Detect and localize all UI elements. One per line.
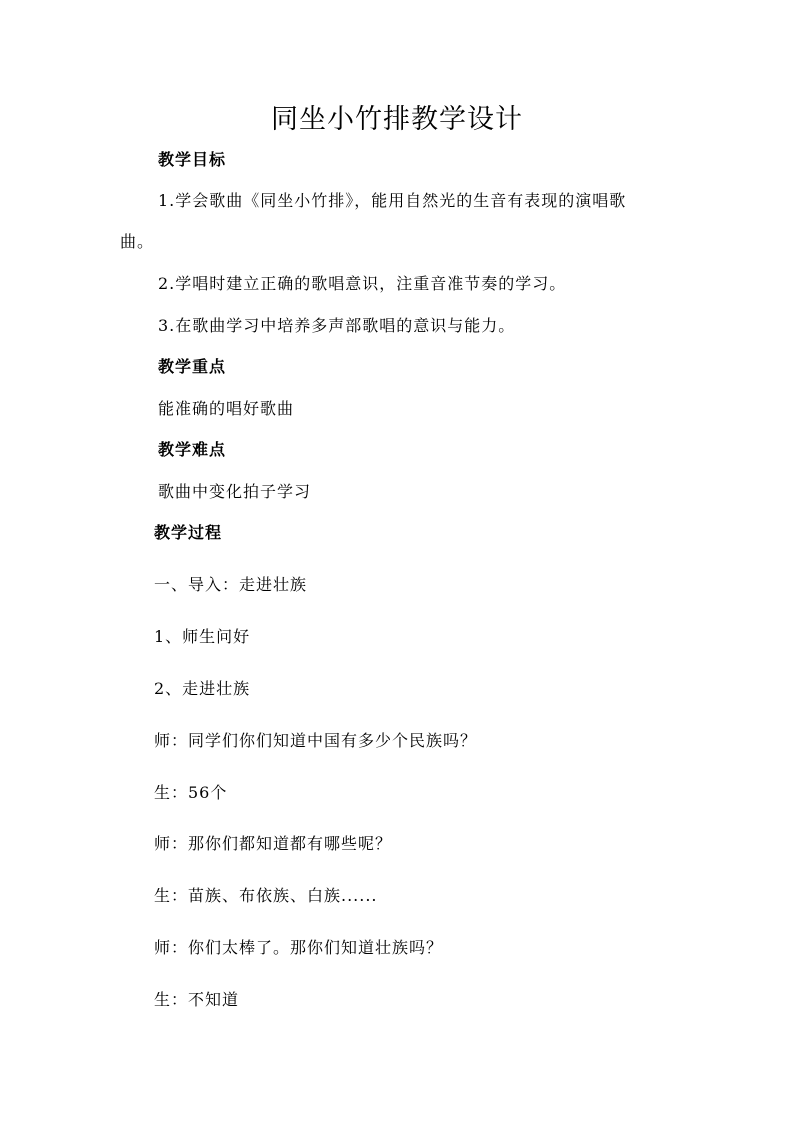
process-item-2: 2、走进壮族 [154, 679, 251, 698]
difficulties-heading: 教学难点 [158, 440, 227, 459]
objective-2: 2.学唱时建立正确的歌唱意识，注重音准节奏的学习。 [158, 274, 567, 293]
key-points-text: 能准确的唱好歌曲 [158, 399, 295, 418]
key-points-heading: 教学重点 [158, 357, 227, 376]
objective-3: 3.在歌曲学习中培养多声部歌唱的意识与能力。 [158, 316, 516, 335]
objectives-heading: 教学目标 [158, 150, 227, 169]
dialogue-line: 生：不知道 [154, 990, 240, 1009]
process-item-1: 1、师生问好 [154, 627, 251, 646]
difficulties-text: 歌曲中变化拍子学习 [158, 482, 312, 501]
dialogue-line: 生：苗族、布依族、白族...... [154, 886, 378, 905]
process-heading: 教学过程 [154, 523, 223, 542]
dialogue-line: 师：同学们你们知道中国有多少个民族吗？ [154, 731, 478, 750]
document-title: 同坐小竹排教学设计 [271, 104, 523, 135]
process-step-1: 一、导入：走进壮族 [154, 575, 308, 594]
dialogue-line: 师：那你们都知道都有哪些呢？ [154, 834, 393, 853]
objective-1-line1: 1.学会歌曲《同坐小竹排》，能用自然光的生音有表现的演唱歌 [158, 191, 627, 210]
objective-1-line2: 曲。 [120, 232, 155, 251]
dialogue-line: 生：56个 [154, 783, 228, 802]
dialogue-line: 师：你们太棒了。那你们知道壮族吗？ [154, 938, 444, 957]
